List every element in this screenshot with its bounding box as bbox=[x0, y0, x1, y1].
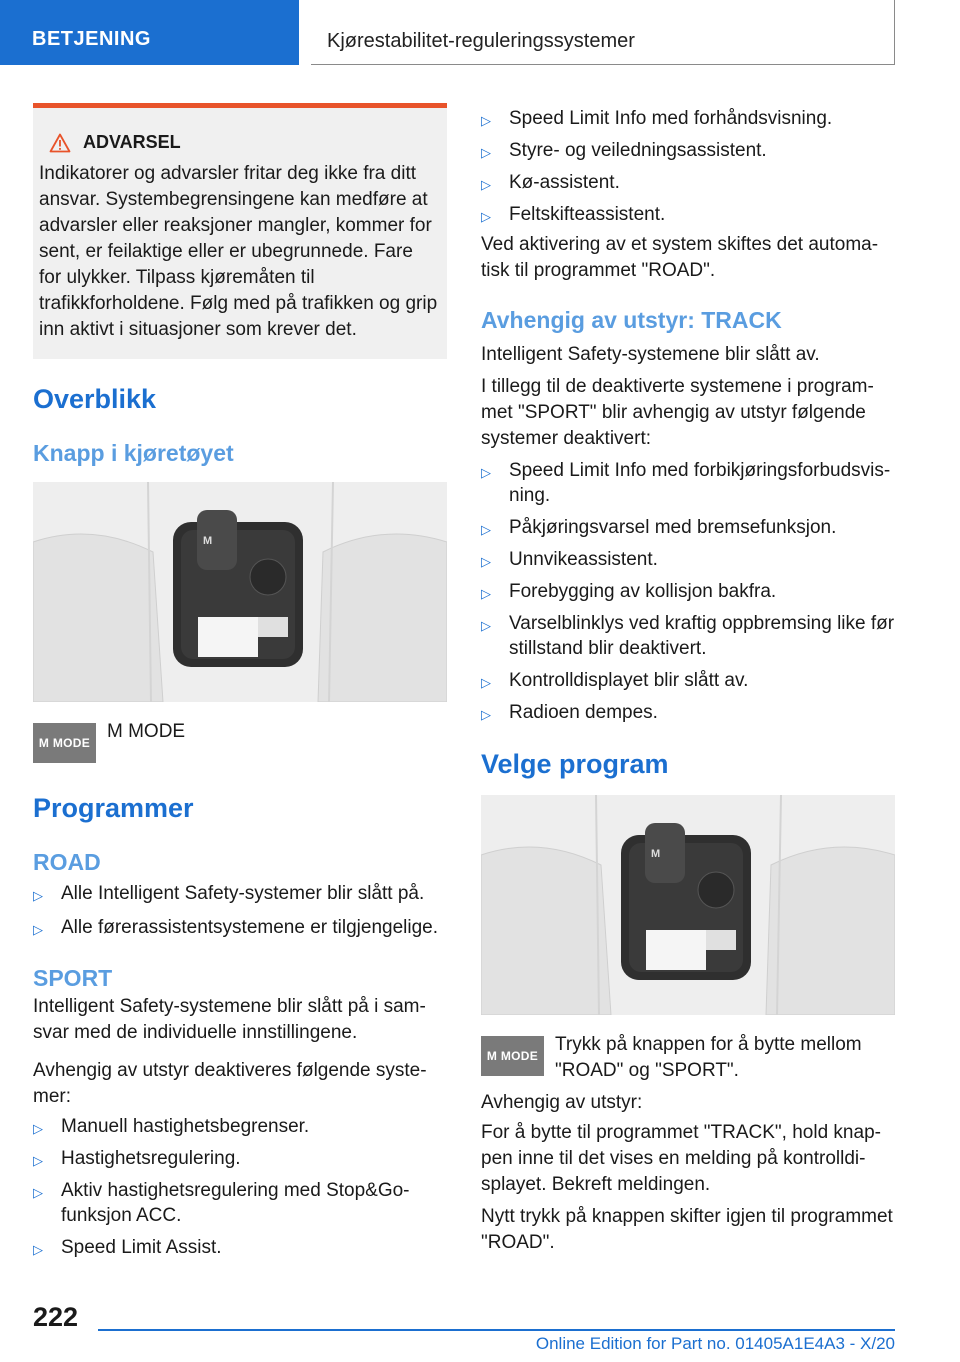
list-item bbox=[481, 458, 895, 508]
select-paragraph-2: For å bytte til programmet "TRACK", hold knappen inne til det vises en melding på kontrolldisplayet. Bekreft meldingen. bbox=[481, 1122, 881, 1195]
list-item-text: Alle førerassistentsystemene er tilgjengelige. bbox=[61, 917, 439, 938]
warning-title-row bbox=[39, 132, 439, 153]
programs-heading: Programmer bbox=[33, 793, 194, 823]
sport-paragraph-3: Ved aktivering av et system skiftes det automatisk til programmet "ROAD". bbox=[481, 234, 879, 281]
select-paragraph-1: Avhengig av utstyr: bbox=[481, 1092, 643, 1113]
select-program-heading: Velge program bbox=[481, 749, 669, 779]
bullet-triangle-icon: ▷ bbox=[481, 177, 491, 192]
list-item bbox=[33, 1235, 447, 1260]
warning-box bbox=[33, 103, 447, 359]
console-illustration-2 bbox=[481, 795, 895, 1015]
sport-paragraph-2: Avhengig av utstyr deaktiveres følgende systemer: bbox=[33, 1060, 427, 1107]
list-item-text: Kontrolldisplayet blir slått av. bbox=[509, 670, 749, 691]
bullet-triangle-icon: ▷ bbox=[481, 209, 491, 224]
list-item-text: Kø-assistent. bbox=[509, 172, 620, 193]
console-photo bbox=[33, 482, 447, 702]
console-photo-2 bbox=[481, 795, 895, 1015]
list-item bbox=[481, 106, 895, 131]
bullet-triangle-icon: ▷ bbox=[481, 465, 491, 480]
list-item-text: Forebygging av kollisjon bakfra. bbox=[509, 581, 777, 602]
track-paragraph-2: I tillegg til de deaktiverte systemene i programmet "SPORT" blir avhengig av utstyr følgende systemer deaktivert: bbox=[481, 376, 874, 449]
list-item bbox=[33, 1146, 447, 1171]
list-item-text: Speed Limit Assist. bbox=[61, 1237, 222, 1258]
list-item bbox=[33, 915, 447, 940]
bullet-triangle-icon: ▷ bbox=[481, 618, 491, 633]
track-list bbox=[481, 458, 895, 732]
footer-divider bbox=[98, 1329, 895, 1331]
m-mode-button: M MODE bbox=[33, 723, 96, 763]
list-item-text: Manuell hastighetsbegrenser. bbox=[61, 1116, 310, 1137]
list-item-text: Radioen dempes. bbox=[509, 702, 658, 723]
warning-title: ADVARSEL bbox=[83, 132, 181, 152]
list-item bbox=[481, 579, 895, 604]
list-item-text: Påkjøringsvarsel med bremsefunksjon. bbox=[509, 517, 837, 538]
bullet-triangle-icon: ▷ bbox=[33, 1242, 43, 1257]
section-tab: BETJENING bbox=[0, 0, 299, 65]
warning-text: Indikatorer og advarsler fritar deg ikke fra ditt ansvar. Systembegrensingene kan medføre at advarsler eller reaksjoner mangler, kommer for sent, er feilaktige eller er ubegrunnede. Fare for ulykker. Tilpass kjøremåten til trafikkforholdene. Følg med på trafikken og grip inn aktivt i situasjoner som krever det. bbox=[39, 163, 438, 340]
list-item bbox=[481, 515, 895, 540]
list-item-text: Feltskifteassistent. bbox=[509, 204, 666, 225]
bullet-triangle-icon: ▷ bbox=[33, 1121, 43, 1136]
list-item bbox=[481, 170, 895, 195]
svg-text:M: M bbox=[203, 535, 213, 547]
bullet-triangle-icon: ▷ bbox=[481, 554, 491, 569]
bullet-triangle-icon: ▷ bbox=[33, 1185, 43, 1200]
topic-title: Kjørestabilitet-reguleringssystemer bbox=[311, 0, 895, 65]
list-item-text: Varselblinklys ved kraftig oppbremsing like før stillstand blir deaktivert. bbox=[509, 613, 895, 659]
list-item bbox=[481, 700, 895, 725]
list-item bbox=[33, 881, 447, 906]
overview-heading: Overblikk bbox=[33, 384, 157, 414]
list-item bbox=[481, 547, 895, 572]
bullet-triangle-icon: ▷ bbox=[33, 888, 43, 903]
bullet-triangle-icon: ▷ bbox=[481, 145, 491, 160]
sport-paragraph-1: Intelligent Safety-systemene blir slått på i samsvar med de individuelle innstillingene. bbox=[33, 996, 426, 1043]
list-item-text: Alle Intelligent Safety-systemer blir slått på. bbox=[61, 883, 425, 904]
list-item-text: Speed Limit Info med forhåndsvisning. bbox=[509, 108, 833, 129]
edition-footer: Online Edition for Part no. 01405A1E4A3 - X/20 bbox=[535, 1334, 895, 1353]
list-item bbox=[33, 1114, 447, 1139]
bullet-triangle-icon: ▷ bbox=[481, 522, 491, 537]
button-heading: Knapp i kjøretøyet bbox=[33, 440, 234, 466]
road-list bbox=[33, 881, 447, 947]
sport-list bbox=[33, 1114, 447, 1267]
list-item bbox=[33, 1178, 447, 1228]
list-item bbox=[481, 138, 895, 163]
sport-list-continued bbox=[481, 106, 895, 234]
warning-triangle-icon bbox=[49, 133, 71, 153]
list-item bbox=[481, 202, 895, 227]
bullet-triangle-icon: ▷ bbox=[33, 1153, 43, 1168]
track-heading: Avhengig av utstyr: TRACK bbox=[481, 307, 782, 333]
list-item-text: Aktiv hastighetsregulering med Stop&Go-funksjon ACC. bbox=[61, 1180, 410, 1226]
bullet-triangle-icon: ▷ bbox=[481, 707, 491, 722]
sport-heading: SPORT bbox=[33, 965, 113, 991]
bullet-triangle-icon: ▷ bbox=[481, 113, 491, 128]
list-item bbox=[481, 668, 895, 693]
bullet-triangle-icon: ▷ bbox=[481, 675, 491, 690]
svg-text:M: M bbox=[651, 848, 661, 860]
select-paragraph-3: Nytt trykk på knappen skifter igjen til programmet "ROAD". bbox=[481, 1206, 893, 1253]
list-item bbox=[481, 611, 895, 661]
list-item-text: Speed Limit Info med forbikjøringsforbudsvisning. bbox=[509, 460, 891, 506]
console-illustration bbox=[33, 482, 447, 702]
m-mode-label: M MODE bbox=[107, 721, 186, 742]
page-number: 222 bbox=[33, 1302, 79, 1332]
list-item-text: Styre- og veiledningsassistent. bbox=[509, 140, 767, 161]
list-item-text: Unnvikeassistent. bbox=[509, 549, 658, 570]
list-item-text: Hastighetsregulering. bbox=[61, 1148, 241, 1169]
bullet-triangle-icon: ▷ bbox=[33, 922, 43, 937]
track-paragraph-1: Intelligent Safety-systemene blir slått av. bbox=[481, 344, 820, 365]
bullet-triangle-icon: ▷ bbox=[481, 586, 491, 601]
road-heading: ROAD bbox=[33, 849, 101, 875]
select-instruction: Trykk på knappen for å bytte mellom "ROAD" og "SPORT". bbox=[555, 1034, 862, 1081]
m-mode-button-2: M MODE bbox=[481, 1036, 544, 1076]
